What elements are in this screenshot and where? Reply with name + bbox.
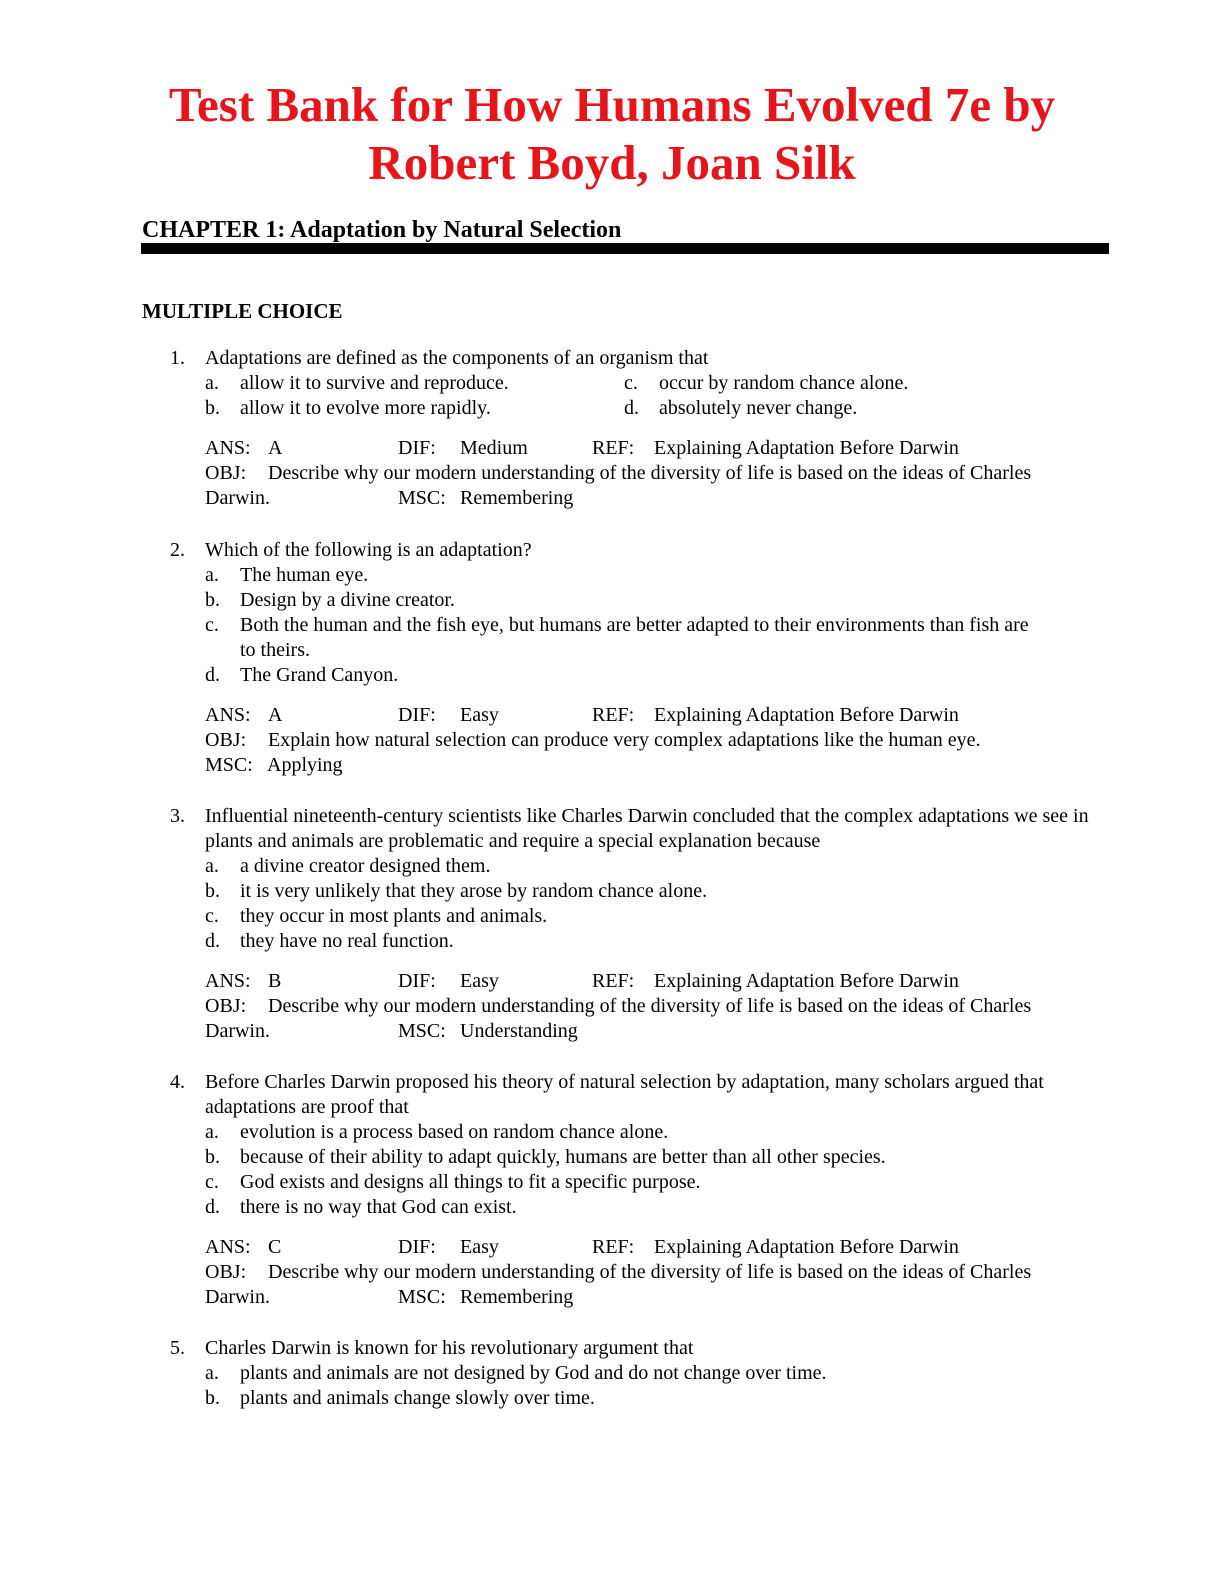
difficulty: Easy	[460, 1236, 499, 1258]
dif-label: DIF:	[398, 704, 436, 726]
ref-label: REF:	[592, 437, 635, 459]
answer-choice	[205, 1386, 1117, 1411]
answer-key: A	[268, 704, 283, 726]
obj-label: OBJ:	[205, 1261, 247, 1283]
choice-text: they have no real function.	[240, 930, 454, 952]
question-5	[142, 1336, 1117, 1411]
question-stem: Influential nineteenth-century scientists like Charles Darwin concluded that the complex adaptations we see in plants and animals are problematic and require a special explanation because	[205, 805, 1089, 852]
question-stem: Which of the following is an adaptation?	[205, 539, 532, 561]
reference: Explaining Adaptation Before Darwin	[654, 1236, 959, 1258]
choice-text: allow it to survive and reproduce.	[240, 372, 509, 394]
answer-choice	[205, 396, 624, 421]
choice-letter: a.	[205, 564, 219, 586]
ref-label: REF:	[592, 704, 635, 726]
choice-letter: d.	[205, 930, 220, 952]
choice-letter: d.	[205, 664, 220, 686]
answer-choice	[205, 563, 1037, 588]
choice-text: they occur in most plants and animals.	[240, 905, 548, 927]
skill-level: Understanding	[460, 1020, 578, 1042]
choice-letter: c.	[205, 614, 219, 636]
answer-choice	[624, 396, 1117, 421]
choice-text: God exists and designs all things to fit a specific purpose.	[240, 1171, 701, 1193]
dif-label: DIF:	[398, 970, 436, 992]
objective: Describe why our modern understanding of the diversity of life is based on the ideas of Charles	[268, 995, 1032, 1017]
dif-label: DIF:	[398, 1236, 436, 1258]
answer-metadata	[205, 436, 1117, 511]
choice-letter: b.	[205, 1387, 220, 1409]
chapter-heading: CHAPTER 1: Adaptation by Natural Selection	[142, 217, 622, 243]
choice-letter: c.	[205, 905, 219, 927]
answer-choice	[205, 904, 1117, 929]
choice-letter: b.	[205, 1146, 220, 1168]
choice-text: a divine creator designed them.	[240, 855, 491, 877]
answer-choice	[205, 854, 1117, 879]
ans-label: ANS:	[205, 437, 251, 459]
choice-letter: a.	[205, 1121, 219, 1143]
choice-letter: b.	[205, 880, 220, 902]
title-line-2: Robert Boyd, Joan Silk	[368, 135, 856, 190]
objective: Describe why our modern understanding of the diversity of life is based on the ideas of Charles	[268, 1261, 1032, 1283]
answer-choices	[205, 1361, 1117, 1411]
reference: Explaining Adaptation Before Darwin	[654, 704, 959, 726]
choice-text: The human eye.	[240, 564, 369, 586]
question-stem: Before Charles Darwin proposed his theory of natural selection by adaptation, many scholars argued that adaptations are proof that	[205, 1071, 1044, 1118]
answer-choice	[205, 1145, 1117, 1170]
choice-letter: b.	[205, 589, 220, 611]
choice-letter: a.	[205, 855, 219, 877]
choice-text: The Grand Canyon.	[240, 664, 399, 686]
objective-continued: Darwin.	[205, 1020, 270, 1042]
choice-letter: a.	[205, 372, 219, 394]
answer-choices	[205, 371, 1117, 421]
reference: Explaining Adaptation Before Darwin	[654, 437, 959, 459]
answer-choices	[205, 563, 1117, 688]
answer-choice	[624, 371, 1117, 396]
question-3	[142, 804, 1117, 1044]
answer-metadata	[205, 1235, 1117, 1310]
document-title	[0, 76, 1224, 192]
question-number: 1.	[170, 347, 185, 369]
ref-label: REF:	[592, 1236, 635, 1258]
choice-text: allow it to evolve more rapidly.	[240, 397, 491, 419]
difficulty: Easy	[460, 970, 499, 992]
msc-label: MSC:	[205, 754, 253, 776]
answer-metadata	[205, 969, 1117, 1044]
choice-text: there is no way that God can exist.	[240, 1196, 517, 1218]
question-2	[142, 538, 1117, 778]
difficulty: Easy	[460, 704, 499, 726]
choice-text: absolutely never change.	[659, 397, 858, 419]
obj-label: OBJ:	[205, 462, 247, 484]
choice-text: evolution is a process based on random chance alone.	[240, 1121, 669, 1143]
choice-letter: a.	[205, 1362, 219, 1384]
obj-label: OBJ:	[205, 729, 247, 751]
ans-label: ANS:	[205, 704, 251, 726]
choice-letter: b.	[205, 397, 220, 419]
dif-label: DIF:	[398, 437, 436, 459]
skill-level: Remembering	[460, 487, 574, 509]
question-1	[142, 346, 1117, 511]
ref-label: REF:	[592, 970, 635, 992]
choice-text: Both the human and the fish eye, but humans are better adapted to their environments than fish are to theirs.	[240, 614, 1029, 661]
answer-key: A	[268, 437, 283, 459]
question-list	[142, 346, 1117, 1436]
objective-continued: Darwin.	[205, 1286, 270, 1308]
choice-text: occur by random chance alone.	[659, 372, 909, 394]
msc-label: MSC:	[398, 1286, 446, 1308]
answer-choices	[205, 1120, 1117, 1220]
objective: Explain how natural selection can produce very complex adaptations like the human eye.	[268, 729, 981, 751]
answer-choice	[205, 879, 1117, 904]
answer-choice	[205, 588, 1037, 613]
answer-choice	[205, 613, 1037, 663]
question-number: 2.	[170, 539, 185, 561]
choice-letter: d.	[205, 1196, 220, 1218]
answer-key: B	[268, 970, 282, 992]
objective-continued: Darwin.	[205, 487, 270, 509]
ans-label: ANS:	[205, 1236, 251, 1258]
msc-label: MSC:	[398, 1020, 446, 1042]
answer-choice	[205, 929, 1117, 954]
choice-text: Design by a divine creator.	[240, 589, 455, 611]
question-number: 5.	[170, 1337, 185, 1359]
choice-text: plants and animals are not designed by God and do not change over time.	[240, 1362, 827, 1384]
answer-choice	[205, 1195, 1117, 1220]
choice-text: it is very unlikely that they arose by random chance alone.	[240, 880, 708, 902]
choice-letter: d.	[624, 397, 639, 419]
choice-letter: c.	[624, 372, 638, 394]
choice-text: plants and animals change slowly over time.	[240, 1387, 595, 1409]
question-stem: Charles Darwin is known for his revolutionary argument that	[205, 1337, 694, 1359]
answer-choices	[205, 854, 1117, 954]
answer-choice	[205, 1170, 1117, 1195]
reference: Explaining Adaptation Before Darwin	[654, 970, 959, 992]
difficulty: Medium	[460, 437, 528, 459]
answer-key: C	[268, 1236, 282, 1258]
obj-label: OBJ:	[205, 995, 247, 1017]
question-4	[142, 1070, 1117, 1310]
choice-text: because of their ability to adapt quickly, humans are better than all other species.	[240, 1146, 886, 1168]
ans-label: ANS:	[205, 970, 251, 992]
objective: Describe why our modern understanding of the diversity of life is based on the ideas of Charles	[268, 462, 1032, 484]
answer-metadata	[205, 703, 1117, 778]
answer-choice	[205, 1361, 1117, 1386]
skill-level: Applying	[267, 754, 343, 776]
choice-letter: c.	[205, 1171, 219, 1193]
section-heading: MULTIPLE CHOICE	[142, 299, 343, 323]
answer-choice	[205, 663, 1037, 688]
chapter-divider	[141, 243, 1109, 254]
question-number: 3.	[170, 805, 185, 827]
msc-label: MSC:	[398, 487, 446, 509]
answer-choice	[205, 371, 624, 396]
title-line-1: Test Bank for How Humans Evolved 7e by	[168, 77, 1056, 132]
answer-choice	[205, 1120, 1117, 1145]
question-number: 4.	[170, 1071, 185, 1093]
skill-level: Remembering	[460, 1286, 574, 1308]
question-stem: Adaptations are defined as the components of an organism that	[205, 347, 709, 369]
